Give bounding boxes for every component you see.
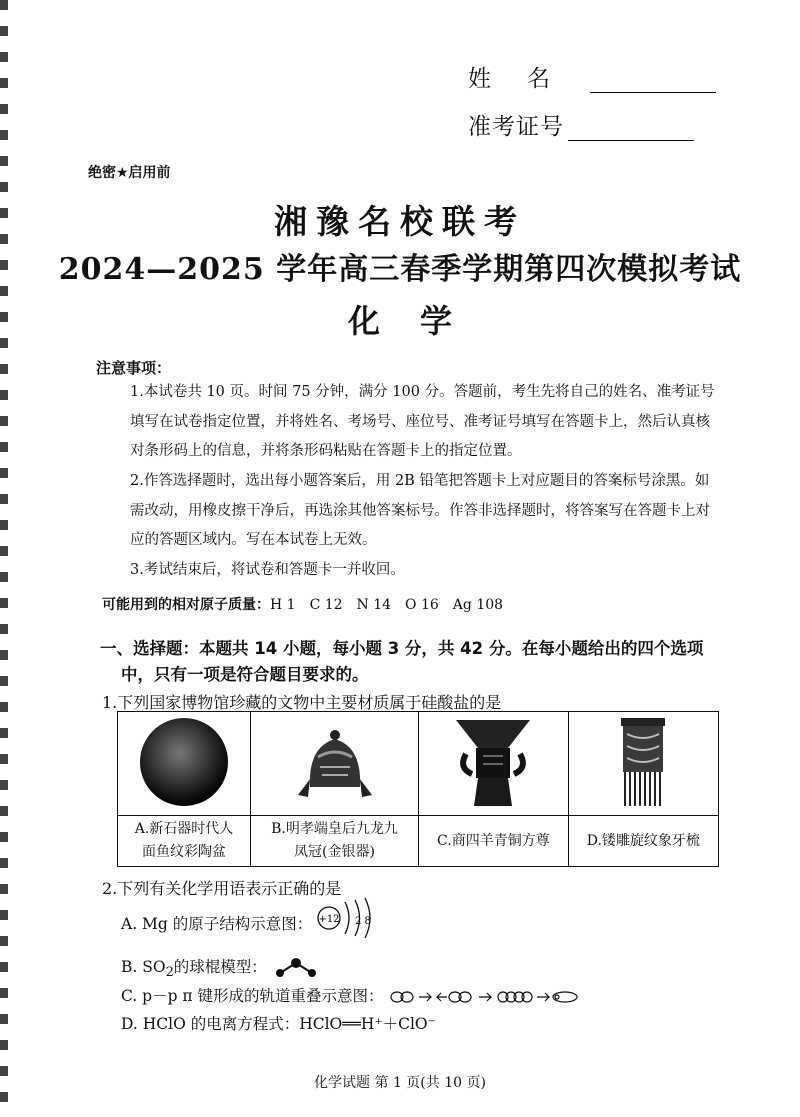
q2-option-b: [121, 955, 322, 980]
q2-option-d-text: D. HClO 的电离方程式：HClO: [121, 1015, 343, 1033]
ivory-comb-icon: [613, 714, 673, 810]
nucleus-charge: +12: [318, 914, 340, 925]
question-1-stem: 1.下列国家博物馆珍藏的文物中主要材质属于硅酸盐的是: [102, 693, 502, 712]
option-c-line1: C.商四羊青铜方尊: [437, 832, 550, 849]
orbital-overlap-diagram-icon: [389, 988, 579, 1006]
option-a-line1: A.新石器时代人: [134, 821, 234, 837]
question-2-stem: 2.下列有关化学用语表示正确的是: [102, 879, 342, 898]
ticket-field[interactable]: [468, 108, 694, 141]
section-line-2: 中，只有一项是符合题目要求的。: [121, 665, 369, 684]
electron-shells: 2 8: [355, 916, 372, 927]
artifact-image-c: [419, 712, 569, 816]
name-label: 姓名: [468, 66, 586, 92]
atomic-structure-diagram-icon: [317, 898, 377, 938]
section-heading: [100, 636, 740, 688]
option-b-caption: [250, 816, 418, 867]
note-item: 3.考试结束后，将试卷和答题卡一并收回。: [130, 562, 405, 578]
binding-margin: [0, 0, 8, 1117]
option-b-line1: B.明孝端皇后九龙九: [271, 821, 398, 837]
q2-option-b-sub: 2: [165, 965, 174, 981]
name-blank[interactable]: [590, 70, 716, 93]
atomic-mass-line: [102, 594, 503, 614]
note-item: 1.本试卷共 10 页。时间 75 分钟，满分 100 分。答题前，考生先将自己的姓名、准考证号填写在试卷指定位置，并将姓名、考场号、座位号、准考证号填写在答题卡上，然后认真核对条形码上的信息，并将条形码粘贴在答题卡上的指定位置。: [130, 384, 715, 459]
ball-stick-model-icon: [272, 957, 322, 979]
section-line-1: 一、选择题：本题共 14 小题，每小题 3 分，共 42 分。在每小题给出的四个选项: [100, 639, 704, 658]
notes-heading: 注意事项：: [96, 359, 172, 377]
artifact-image-d: [568, 712, 718, 816]
ticket-label: 准考证号: [468, 114, 564, 140]
option-d-caption: [568, 816, 718, 867]
q2-option-d-arrow: ══: [342, 1015, 361, 1033]
q2-option-d: [121, 1012, 436, 1034]
page-footer: 化学试题 第 1 页(共 10 页): [314, 1075, 486, 1091]
ticket-blank[interactable]: [568, 118, 694, 141]
q2-option-b-suffix: 的球棍模型：: [173, 958, 267, 976]
q2-option-d-products: H⁺＋ClO⁻: [360, 1015, 436, 1033]
secret-label: 绝密★启用前: [88, 165, 171, 181]
atomic-mass-values: H 1 C 12 N 14 O 16 Ag 108: [270, 597, 504, 613]
artifact-table: [117, 711, 719, 867]
exam-title: 2024—2025 学年高三春季学期第四次模拟考试: [58, 252, 742, 287]
option-a-line2: 面鱼纹彩陶盆: [141, 844, 226, 860]
q2-option-c-text: C. p－p π 键形成的轨道重叠示意图：: [121, 987, 384, 1005]
q2-option-a-text: A. Mg 的原子结构示意图：: [121, 915, 313, 933]
option-d-line1: D.镂雕旋纹象牙梳: [586, 832, 700, 849]
phoenix-crown-icon: [290, 717, 380, 807]
q2-option-a: [121, 912, 377, 938]
q2-option-c: [121, 984, 579, 1006]
artifact-image-b: [250, 712, 418, 816]
bronze-zun-icon: [448, 714, 538, 810]
pottery-basin-icon: [134, 714, 234, 810]
note-item: 2.作答选择题时，选出每小题答案后，用 2B 铅笔把答题卡上对应题目的答案标号涂黑。如需改动，用橡皮擦干净后，再选涂其他答案标号。作答非选择题时，将答案写在答题卡上对应的答题区域内。写在本试卷上无效。: [130, 473, 710, 548]
exam-org-title: 湘豫名校联考: [274, 202, 526, 241]
option-c-caption: [419, 816, 569, 867]
subject-title: 化学: [347, 302, 492, 340]
name-field[interactable]: [468, 60, 716, 93]
option-a-caption: [118, 816, 251, 867]
q2-option-b-text: B. SO: [121, 958, 166, 976]
artifact-image-a: [118, 712, 251, 816]
option-b-line2: 凤冠(金银器): [294, 844, 375, 860]
atomic-mass-label: 可能用到的相对原子质量：: [102, 597, 270, 613]
